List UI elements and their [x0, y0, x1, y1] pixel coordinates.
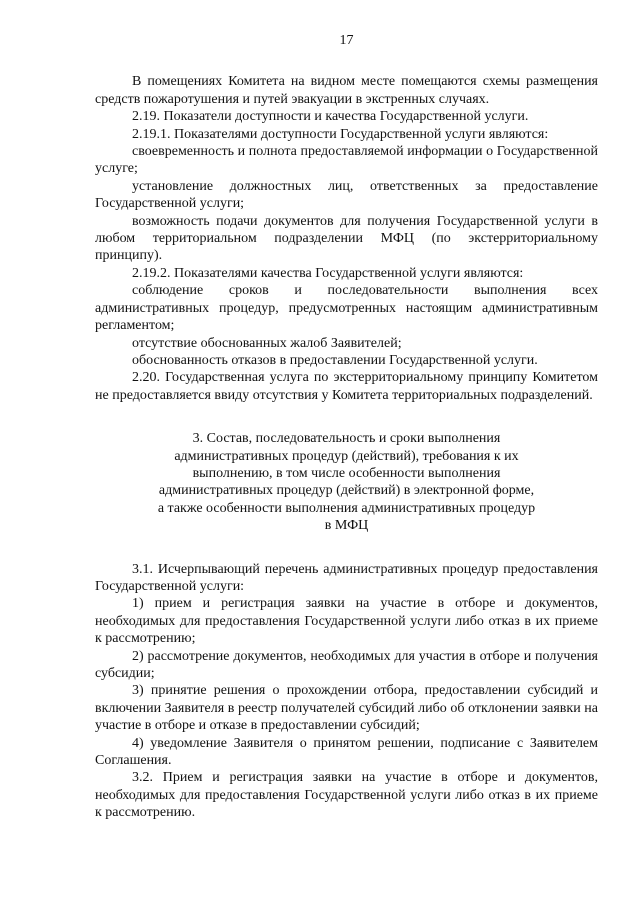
paragraph: 2.20. Государственная услуга по экстерриториальному принципу Комитетом не предоставляется ввиду отсутствия у Комитета территориальных подразделений. [95, 370, 598, 403]
paragraph: соблюдение сроков и последовательности выполнения всех административных процедур, предусмотренных настоящим административным регламентом; [95, 283, 598, 334]
heading-line: административных процедур (действий) в электронной форме, [158, 483, 535, 499]
paragraph: 3) принятие решения о прохождении отбора, предоставлении субсидий и включении Заявителя в реестр получателей субсидий либо об отклонении заявки на участие в отборе и отказе в предоставлении субсидий; [95, 683, 598, 734]
paragraph: 2.19.1. Показателями доступности Государственной услуги являются: [132, 126, 549, 142]
paragraph: 1) прием и регистрация заявки на участие в отборе и документов, необходимых для предоставления Государственной услуги либо отказ в их приеме к рассмотрению; [95, 596, 598, 647]
paragraph: 2) рассмотрение документов, необходимых для участия в отборе и получения субсидии; [95, 648, 598, 681]
paragraph: 2.19.2. Показателями качества Государственной услуги являются: [132, 265, 524, 281]
paragraph: В помещениях Комитета на видном месте помещаются схемы размещения средств пожаротушения и путей эвакуации в экстренных случаях. [95, 74, 598, 107]
heading-line: выполнению, в том числе особенности выполнения [192, 465, 501, 481]
document-page [95, 32, 598, 822]
paragraph: 2.19. Показатели доступности и качества Государственной услуги. [132, 109, 529, 125]
paragraph: возможность подачи документов для получения Государственной услуги в любом территориальном подразделении МФЦ (по экстерриториальному принципу). [95, 213, 598, 264]
heading-line: а также особенности выполнения административных процедур [157, 500, 536, 516]
heading-line: в МФЦ [324, 518, 369, 534]
heading-line: административных процедур (действий), требования к их [174, 448, 519, 464]
paragraph: установление должностных лиц, ответственных за предоставление Государственной услуги; [95, 178, 598, 212]
paragraph: 3.1. Исчерпывающий перечень административных процедур предоставления Государственной услуги: [95, 561, 598, 594]
page-number: 17 [339, 33, 354, 48]
body-top [95, 73, 598, 404]
paragraph: 3.2. Прием и регистрация заявки на участие в отборе и документов, необходимых для предоставления Государственной услуги либо отказ в их приеме к рассмотрению. [95, 770, 598, 821]
paragraph: своевременность и полнота предоставляемой информации о Государственной услуге; [95, 144, 598, 177]
paragraph: отсутствие обоснованных жалоб Заявителей; [132, 335, 402, 351]
heading-line: 3. Состав, последовательность и сроки выполнения [192, 431, 501, 447]
section-heading [95, 430, 598, 534]
body-bottom [95, 561, 598, 822]
paragraph: 4) уведомление Заявителя о принятом решении, подписание с Заявителем Соглашения. [95, 735, 598, 769]
paragraph: обоснованность отказов в предоставлении Государственной услуги. [132, 352, 538, 368]
